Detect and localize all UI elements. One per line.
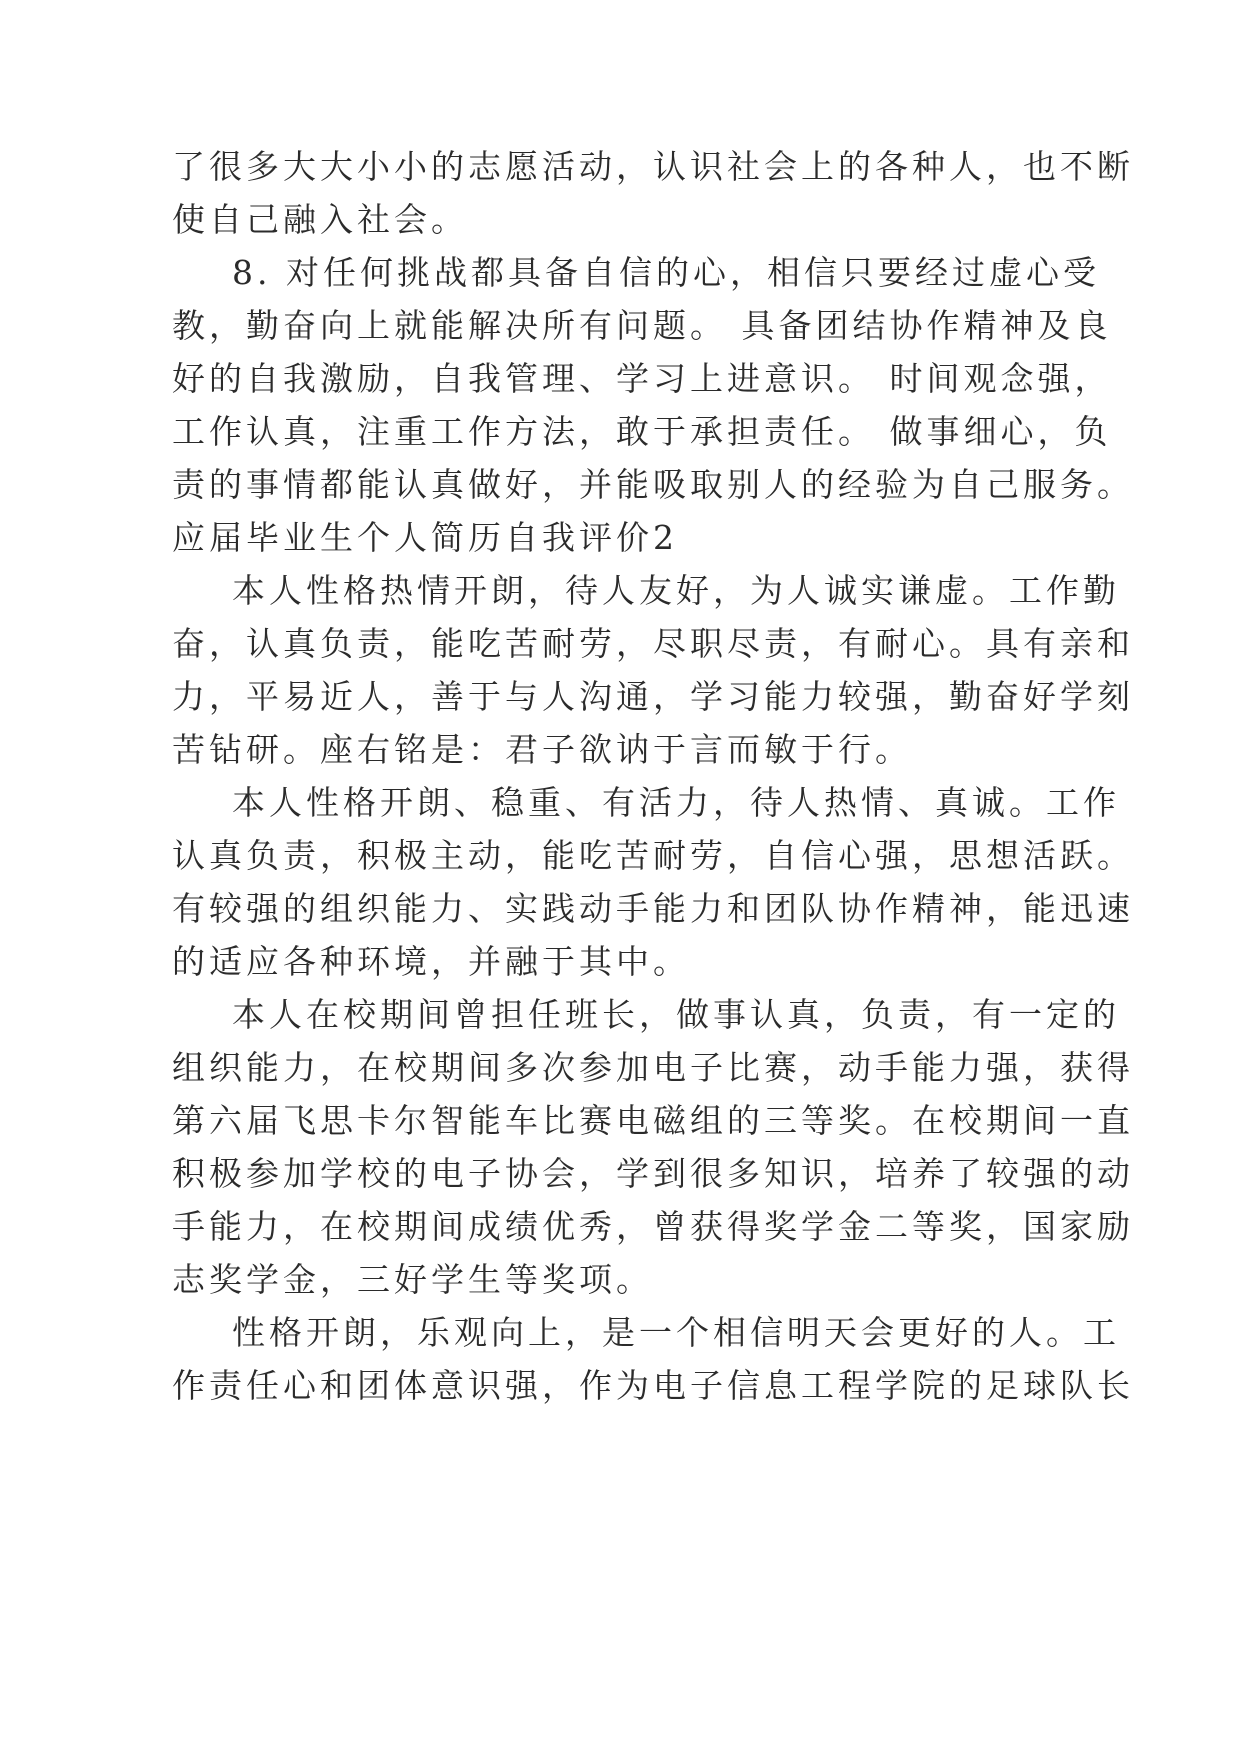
text-line: 的适应各种环境，并融于其中。 <box>172 942 690 981</box>
text-line: 本人性格热情开朗，待人友好，为人诚实谦虚。工作勤 <box>232 571 1120 610</box>
text-line: 了很多大大小小的志愿活动，认识社会上的各种人，也不断 <box>172 147 1134 186</box>
text-line: 性格开朗，乐观向上，是一个相信明天会更好的人。工 <box>232 1313 1120 1352</box>
text-line: 组织能力，在校期间多次参加电子比赛，动手能力强，获得 <box>172 1048 1134 1087</box>
text-line: 第六届飞思卡尔智能车比赛电磁组的三等奖。在校期间一直 <box>172 1101 1134 1140</box>
text-line: 积极参加学校的电子协会，学到很多知识，培养了较强的动 <box>172 1154 1134 1193</box>
text-line: 认真负责，积极主动，能吃苦耐劳，自信心强，思想活跃。 <box>172 836 1134 875</box>
text-line: 手能力，在校期间成绩优秀，曾获得奖学金二等奖，国家励 <box>172 1207 1134 1246</box>
text-line: 作责任心和团体意识强，作为电子信息工程学院的足球队长 <box>172 1366 1134 1405</box>
text-line: 8. 对任何挑战都具备自信的心，相信只要经过虚心受 <box>232 253 1100 292</box>
text-line: 教，勤奋向上就能解决所有问题。 具备团结协作精神及良 <box>172 306 1112 345</box>
text-line: 苦钻研。座右铭是：君子欲讷于言而敏于行。 <box>172 730 912 769</box>
text-line: 有较强的组织能力、实践动手能力和团队协作精神，能迅速 <box>172 889 1134 928</box>
text-line: 工作认真，注重工作方法，敢于承担责任。 做事细心，负 <box>172 412 1112 451</box>
text-line: 使自己融入社会。 <box>172 200 468 239</box>
text-line: 本人性格开朗、稳重、有活力，待人热情、真诚。工作 <box>232 783 1120 822</box>
section-heading: 应届毕业生个人简历自我评价2 <box>172 518 678 557</box>
text-line: 奋，认真负责，能吃苦耐劳，尽职尽责，有耐心。具有亲和 <box>172 624 1134 663</box>
text-line: 本人在校期间曾担任班长，做事认真，负责，有一定的 <box>232 995 1120 1034</box>
text-line: 好的自我激励，自我管理、学习上进意识。 时间观念强， <box>172 359 1112 398</box>
text-line: 力，平易近人，善于与人沟通，学习能力较强，勤奋好学刻 <box>172 677 1134 716</box>
text-line: 责的事情都能认真做好，并能吸取别人的经验为自己服务。 <box>172 465 1134 504</box>
text-line: 志奖学金，三好学生等奖项。 <box>172 1260 653 1299</box>
